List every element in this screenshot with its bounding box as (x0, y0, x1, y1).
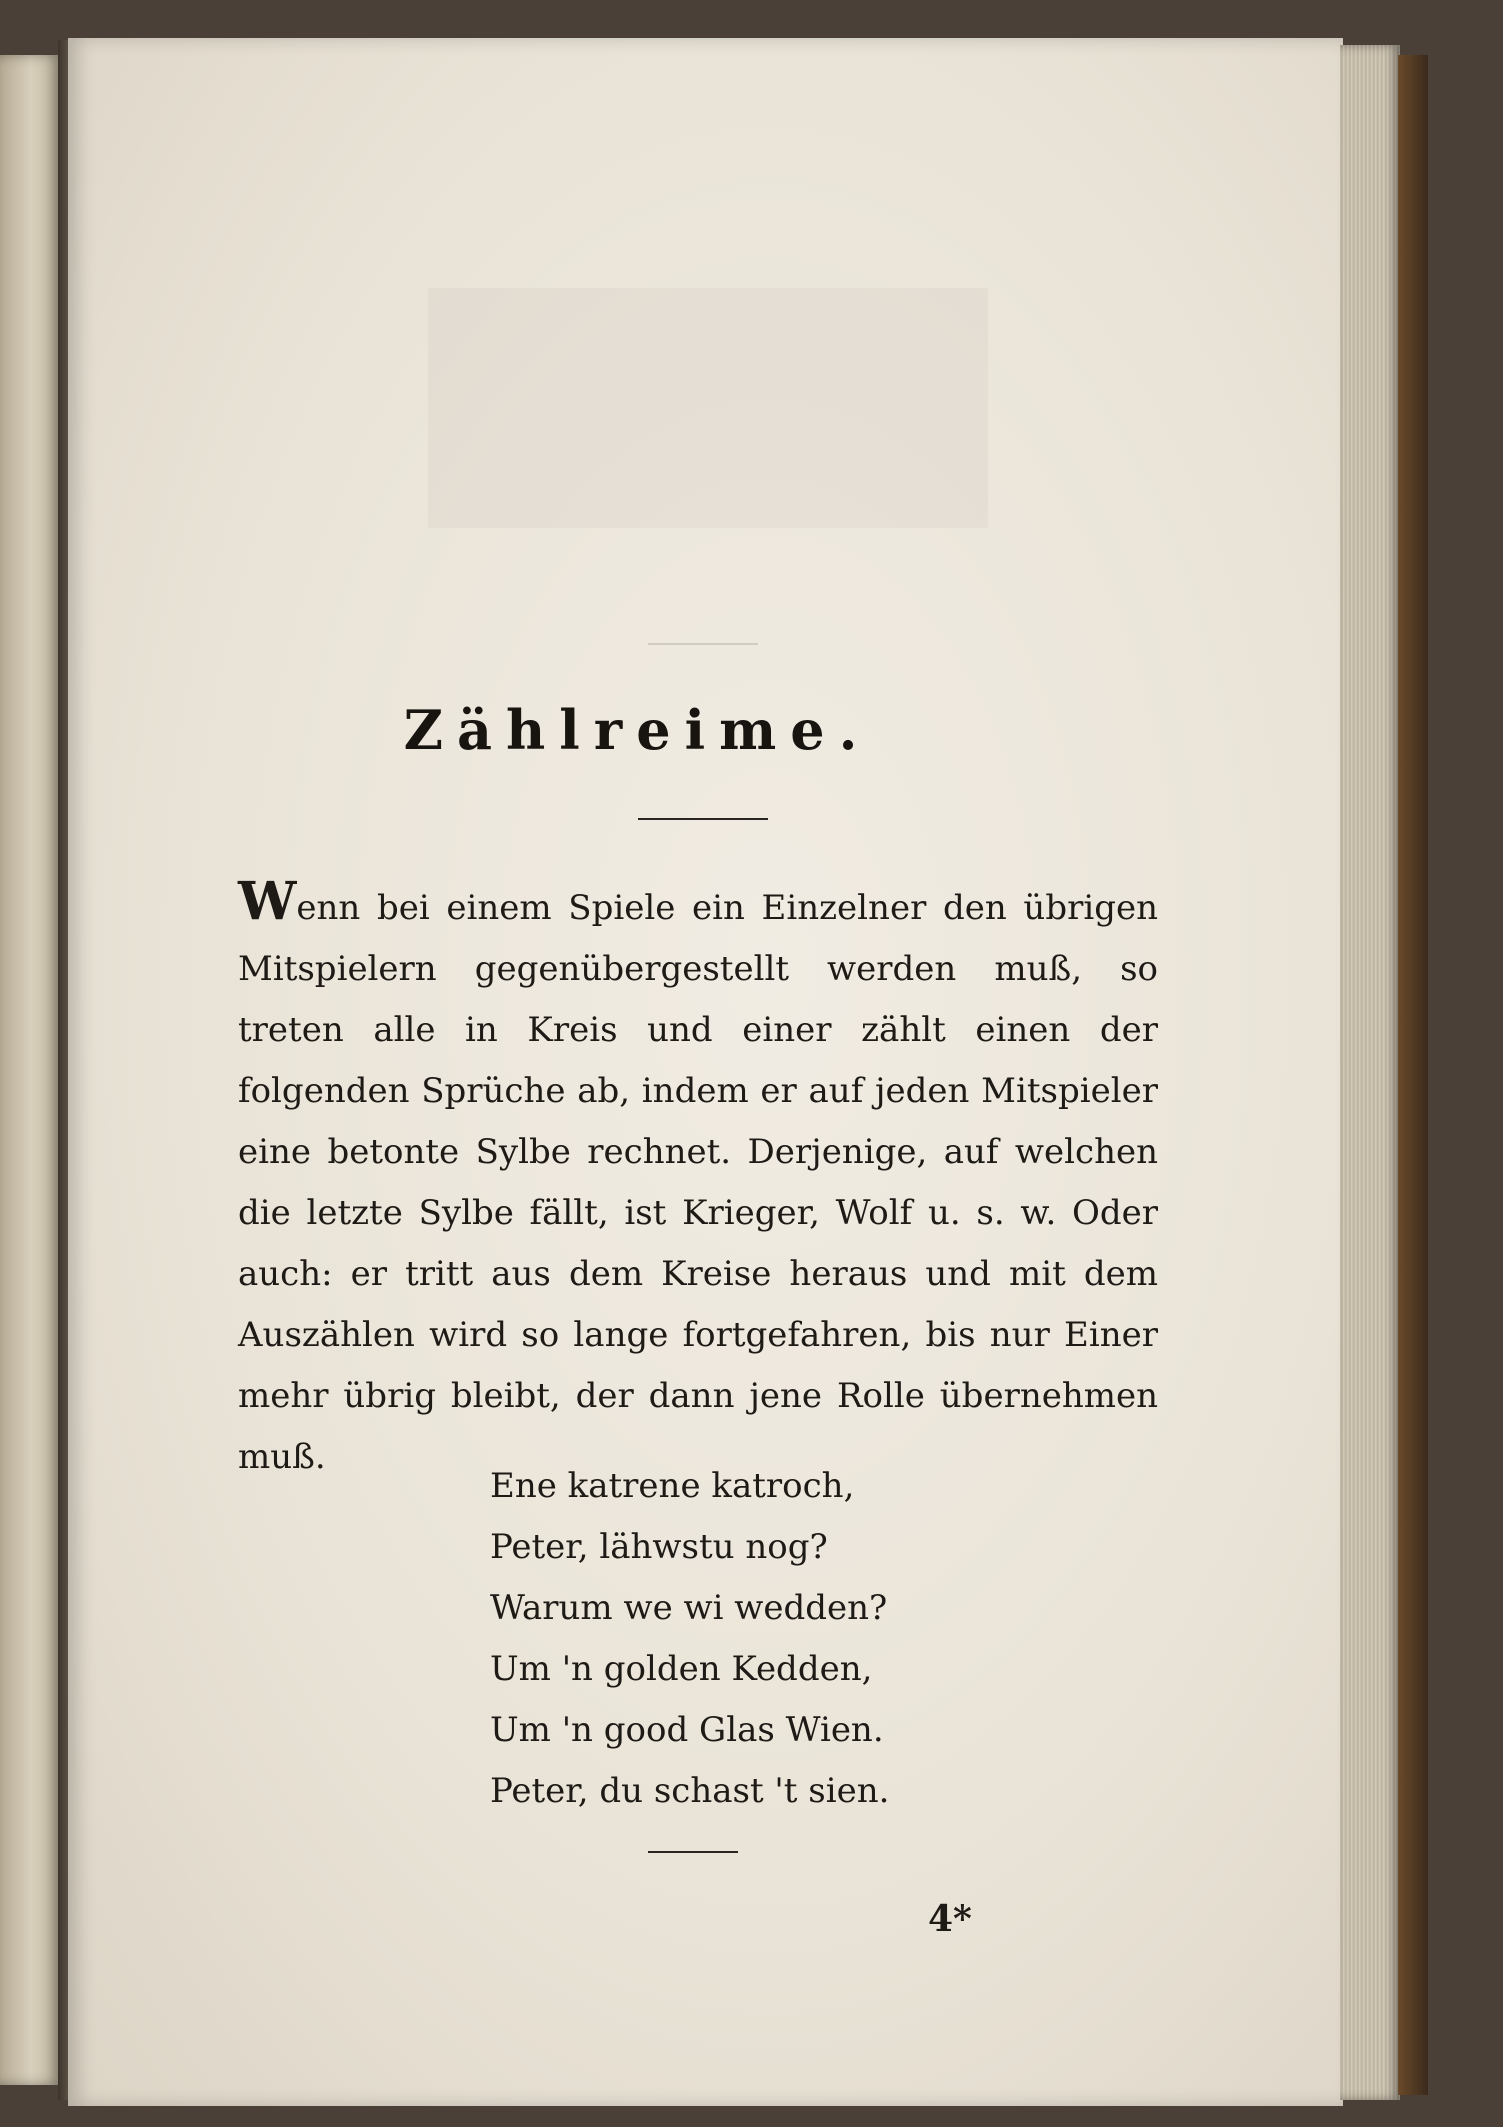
verse-line: Warum we wi wedden? (490, 1588, 888, 1628)
page-number: 4* (928, 1898, 972, 1940)
right-page (68, 38, 1343, 2106)
page-block-edges (1340, 45, 1400, 2100)
show-through-shadow (428, 288, 988, 528)
top-divider (648, 643, 758, 645)
verse-line: Um 'n good Glas Wien. (490, 1710, 884, 1750)
verse-line: Um 'n golden Kedden, (490, 1649, 873, 1689)
verse-line: Peter, lähwstu nog? (490, 1527, 828, 1567)
title-rule (638, 818, 768, 820)
left-page-edge (0, 55, 62, 2085)
verse-line: Ene katrene katroch, (490, 1466, 855, 1506)
closing-rule (648, 1851, 738, 1853)
book-cover-edge (1398, 55, 1428, 2095)
counting-rhyme (490, 1456, 889, 1822)
verse-line: Peter, du schast 't sien. (490, 1771, 890, 1811)
drop-cap: W (238, 871, 297, 932)
paragraph-text: enn bei einem Spiele ein Einzelner den übrigen Mitspielern gegenübergestellt werden muß, so treten alle in Kreis und einer zählt einen der folgenden Sprüche ab, indem er auf jeden Mitspieler eine betonte Sylbe rechnet. Derjenige, auf welchen die letzte Sylbe fällt, ist Krieger, Wolf u. s. w. Oder auch: er tritt aus dem Kreise heraus und mit dem Auszählen wird so lange fortgefahren, bis nur Einer mehr übrig bleibt, der dann jene Rolle übernehmen muß. (238, 888, 1158, 1477)
page-title: Zählreime. (403, 698, 872, 762)
intro-paragraph (238, 871, 1158, 1488)
